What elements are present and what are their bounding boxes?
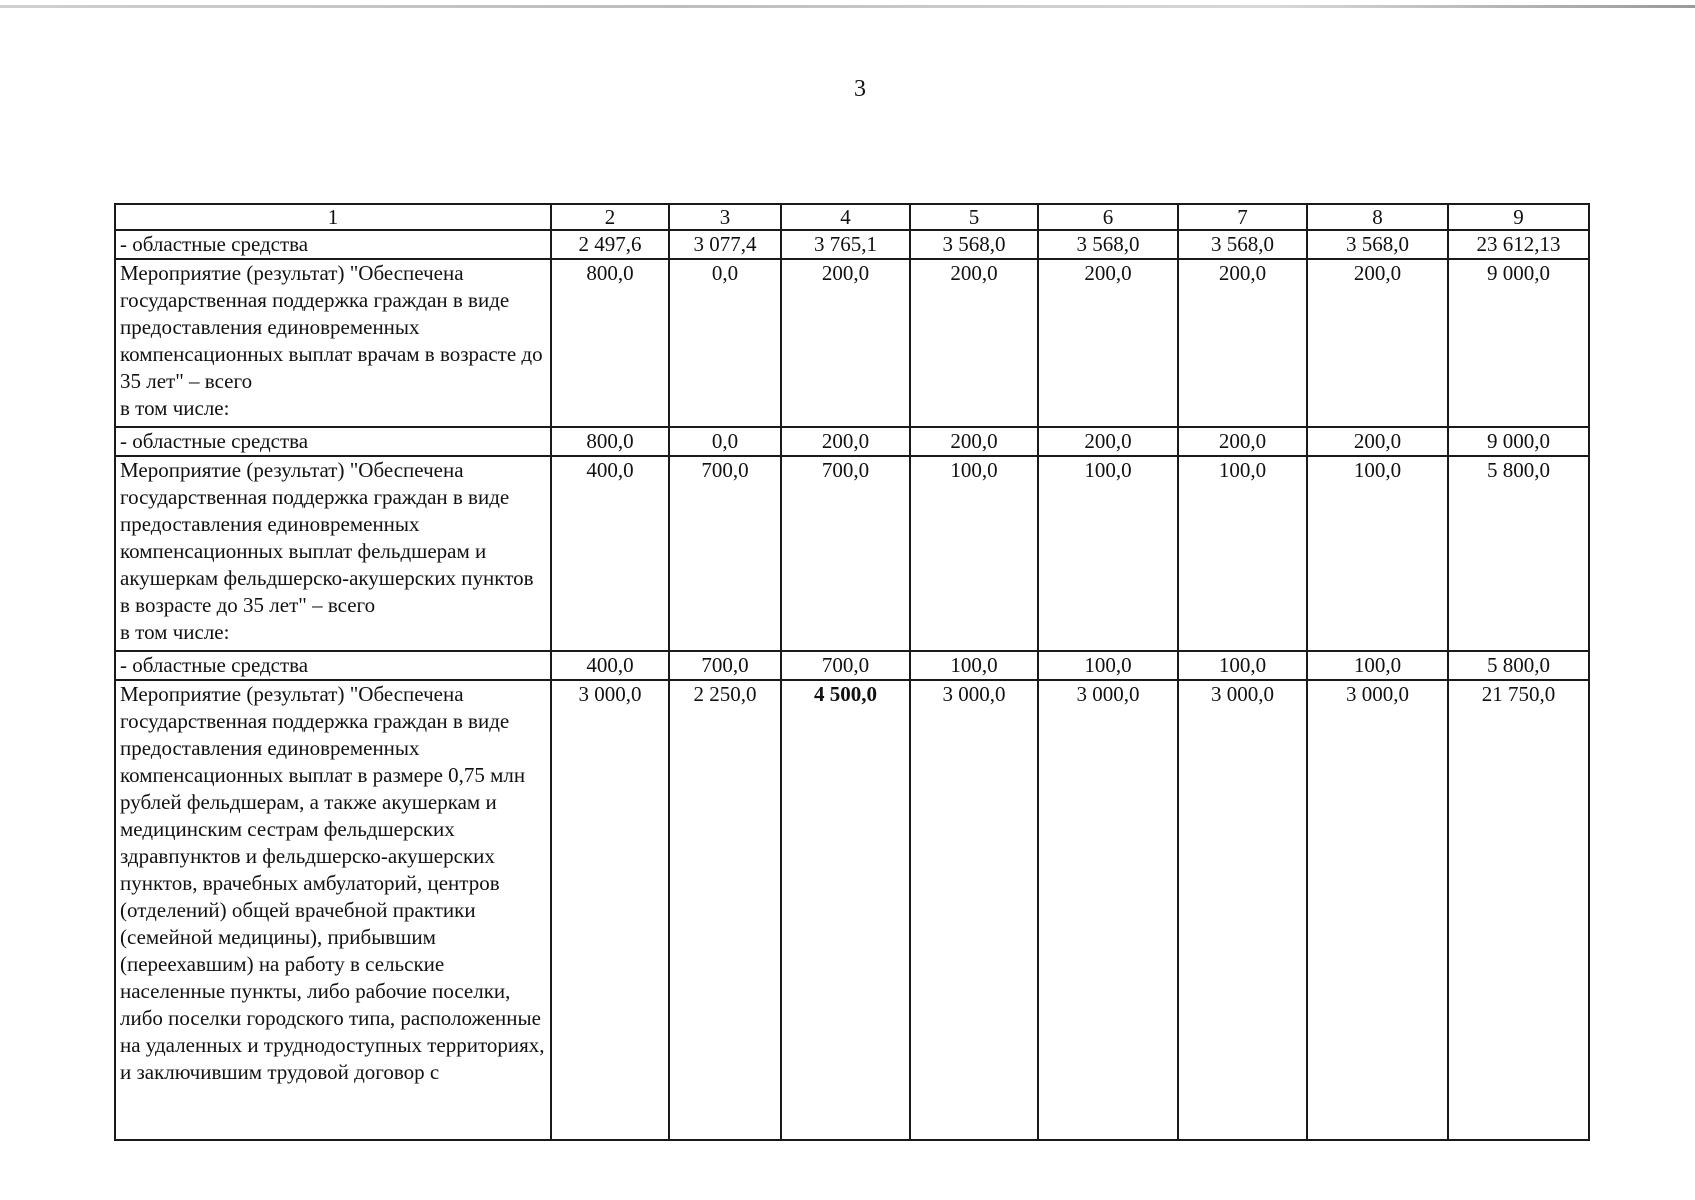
row-label: Мероприятие (результат) "Обеспечена государственная поддержка граждан в виде предоставления единовременных компенсационных выплат врачам в возрасте до 35 лет" – всего: [120, 261, 543, 393]
table-cell: 3 077,4: [669, 230, 781, 259]
row-label-cell: [115, 259, 551, 427]
table-cell: 0,0: [669, 259, 781, 427]
table-cell: 800,0: [551, 427, 669, 456]
table-cell: 800,0: [551, 259, 669, 427]
table-cell: 3 568,0: [1307, 230, 1448, 259]
scan-top-edge: [0, 5, 1695, 8]
column-header: 4: [781, 204, 910, 230]
table-cell: 21 750,0: [1448, 680, 1589, 1140]
table-cell: 3 568,0: [1178, 230, 1307, 259]
column-header: 9: [1448, 204, 1589, 230]
table-cell: 200,0: [910, 259, 1038, 427]
column-header: 1: [115, 204, 551, 230]
row-label-cell: [115, 456, 551, 651]
table-cell: 2 497,6: [551, 230, 669, 259]
row-label: Мероприятие (результат) "Обеспечена государственная поддержка граждан в виде предоставления единовременных компенсационных выплат в размере 0,75 млн рублей фельдшерам, а также акушеркам и медицинским сестрам фельдшерских здравпунктов и фельдшерско-акушерских пунктов, врачебных амбулаторий, центров (отделений) общей врачебной практики (семейной медицины), прибывшим (переехавшим) на работу в сельские населенные пункты, либо рабочие поселки, либо поселки городского типа, расположенные на удаленных и труднодоступных территориях, и заключившим трудовой договор с: [115, 680, 551, 1140]
column-header: 7: [1178, 204, 1307, 230]
table-cell: 100,0: [1038, 456, 1178, 651]
table-cell: 200,0: [1178, 427, 1307, 456]
table-cell: 3 000,0: [551, 680, 669, 1140]
column-header: 6: [1038, 204, 1178, 230]
table-cell: 3 000,0: [1307, 680, 1448, 1140]
table-row: [115, 456, 1589, 651]
page-number: 3: [854, 76, 866, 102]
table-cell: 5 800,0: [1448, 651, 1589, 680]
table-row: [115, 651, 1589, 680]
table-cell: 9 000,0: [1448, 427, 1589, 456]
table-cell: 100,0: [910, 651, 1038, 680]
table-cell: 100,0: [1178, 456, 1307, 651]
table-cell: 100,0: [1178, 651, 1307, 680]
table-cell: 700,0: [781, 651, 910, 680]
table-cell: 3 000,0: [910, 680, 1038, 1140]
table-cell: 3 568,0: [910, 230, 1038, 259]
table-cell: 200,0: [781, 259, 910, 427]
row-label: - областные средства: [115, 651, 551, 680]
table-cell: 700,0: [669, 456, 781, 651]
table-cell: 400,0: [551, 456, 669, 651]
table-cell: 5 800,0: [1448, 456, 1589, 651]
table-cell: 100,0: [1307, 651, 1448, 680]
table-cell: 200,0: [1178, 259, 1307, 427]
column-header: 8: [1307, 204, 1448, 230]
table-header-row: [115, 204, 1589, 230]
table-cell: 700,0: [781, 456, 910, 651]
row-label: Мероприятие (результат) "Обеспечена государственная поддержка граждан в виде предоставления единовременных компенсационных выплат фельдшерам и акушеркам фельдшерско-акушерских пунктов в возрасте до 35 лет" – всего: [120, 458, 534, 617]
funding-table: [114, 203, 1590, 1141]
table-cell: 200,0: [781, 427, 910, 456]
column-header: 5: [910, 204, 1038, 230]
table-cell: 200,0: [1038, 427, 1178, 456]
row-label-sub: в том числе:: [120, 620, 230, 644]
table-row: [115, 427, 1589, 456]
table-cell: 200,0: [1038, 259, 1178, 427]
table-cell: 3 000,0: [1038, 680, 1178, 1140]
table-cell: 200,0: [1307, 427, 1448, 456]
column-header: 3: [669, 204, 781, 230]
table-cell: 3 568,0: [1038, 230, 1178, 259]
table-cell: 100,0: [1307, 456, 1448, 651]
table-cell: 0,0: [669, 427, 781, 456]
table-cell: 100,0: [910, 456, 1038, 651]
table-cell: 200,0: [1307, 259, 1448, 427]
table-cell: 23 612,13: [1448, 230, 1589, 259]
row-label-sub: в том числе:: [120, 396, 230, 420]
table-cell: 200,0: [910, 427, 1038, 456]
table-cell: 2 250,0: [669, 680, 781, 1140]
row-label: - областные средства: [115, 427, 551, 456]
table-row: [115, 230, 1589, 259]
column-header: 2: [551, 204, 669, 230]
table-cell: 9 000,0: [1448, 259, 1589, 427]
table-cell: 3 765,1: [781, 230, 910, 259]
table-row: [115, 680, 1589, 1140]
table-cell: 700,0: [669, 651, 781, 680]
table-row: [115, 259, 1589, 427]
table-cell: 3 000,0: [1178, 680, 1307, 1140]
table-cell: 100,0: [1038, 651, 1178, 680]
table-cell: 4 500,0: [781, 680, 910, 1140]
table-cell: 400,0: [551, 651, 669, 680]
row-label: - областные средства: [115, 230, 551, 259]
